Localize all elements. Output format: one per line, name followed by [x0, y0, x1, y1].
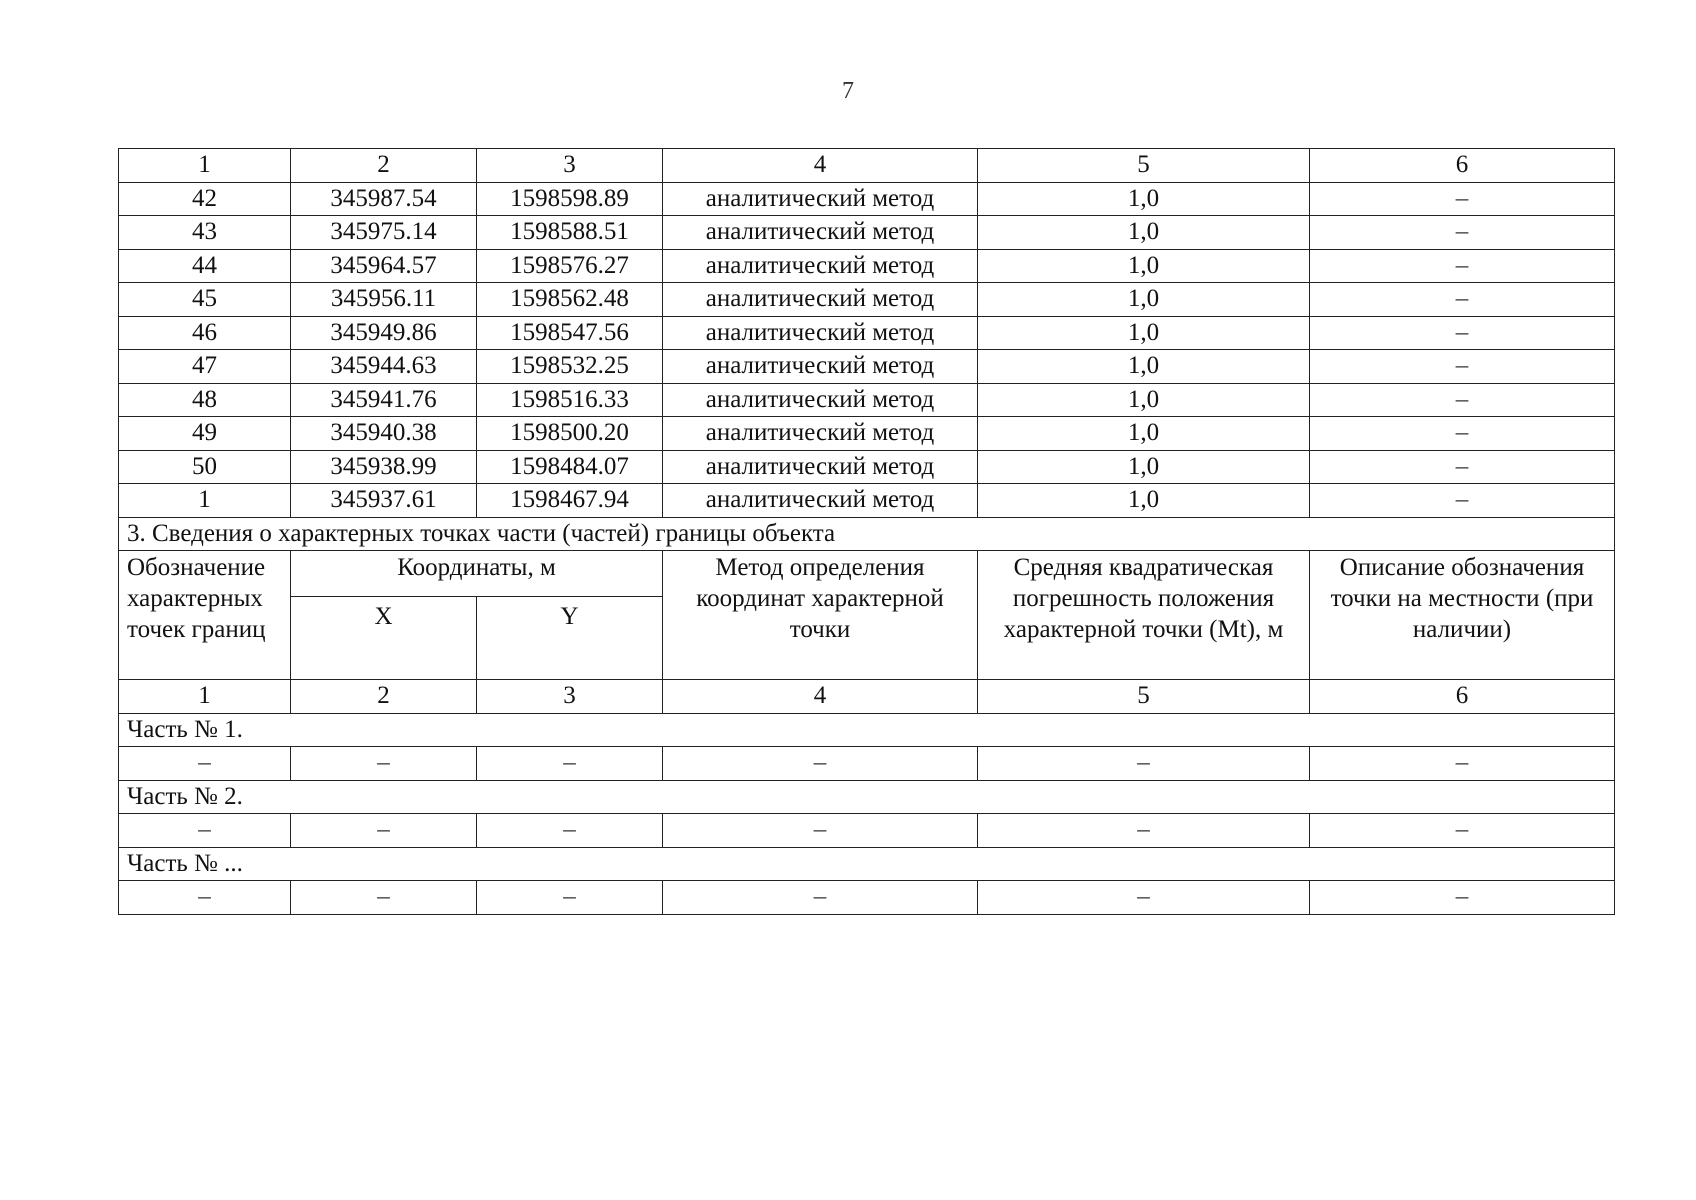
column-number: 6 — [1310, 149, 1615, 183]
table-cell: 345987.54 — [291, 182, 477, 216]
header-method: Метод определения координат характерной точки — [663, 551, 978, 680]
table-cell: – — [1310, 182, 1615, 216]
header-coordinates: Координаты, м — [291, 551, 663, 597]
table-row — [119, 350, 1615, 384]
table-cell: аналитический метод — [663, 283, 978, 317]
table-cell: – — [1310, 249, 1615, 283]
column-number: 2 — [291, 149, 477, 183]
table-cell: аналитический метод — [663, 182, 978, 216]
column-numbers-row — [119, 680, 1615, 714]
table-cell: 43 — [119, 216, 291, 250]
header-description: Описание обозначения точки на местности (при наличии) — [1310, 551, 1615, 680]
table-row — [119, 249, 1615, 283]
table-cell: 1598500.20 — [477, 417, 663, 451]
table-row — [119, 182, 1615, 216]
column-number: 1 — [119, 680, 291, 714]
table-cell: 345940.38 — [291, 417, 477, 451]
table-row — [119, 316, 1615, 350]
table-cell: 49 — [119, 417, 291, 451]
table-cell: 1598598.89 — [477, 182, 663, 216]
table-cell: – — [1310, 747, 1615, 781]
table-cell: 345938.99 — [291, 450, 477, 484]
table-cell: – — [291, 881, 477, 915]
table-cell: 1,0 — [978, 283, 1310, 317]
part-label: Часть № ... — [119, 847, 1615, 881]
table-row — [119, 417, 1615, 451]
table-cell: аналитический метод — [663, 417, 978, 451]
table-cell: – — [1310, 350, 1615, 384]
table-cell: – — [663, 814, 978, 848]
table-cell: 1598467.94 — [477, 484, 663, 518]
table-cell: 1,0 — [978, 350, 1310, 384]
header-error: Средняя квадратическая погрешность положения характерной точки (Mt), м — [978, 551, 1310, 680]
table-cell: аналитический метод — [663, 216, 978, 250]
table-row — [119, 881, 1615, 915]
table-cell: аналитический метод — [663, 350, 978, 384]
table-cell: – — [663, 747, 978, 781]
header-y: Y — [477, 597, 663, 680]
table-cell: – — [1310, 316, 1615, 350]
table-cell: – — [291, 747, 477, 781]
table-cell: 48 — [119, 383, 291, 417]
table-cell: 345941.76 — [291, 383, 477, 417]
table-cell: – — [978, 747, 1310, 781]
table-cell: 345956.11 — [291, 283, 477, 317]
table-cell: 345975.14 — [291, 216, 477, 250]
table-cell: 1,0 — [978, 417, 1310, 451]
section-title-row — [119, 517, 1615, 551]
table-cell: 1598562.48 — [477, 283, 663, 317]
table-row — [119, 747, 1615, 781]
part-label: Часть № 1. — [119, 713, 1615, 747]
table-cell: 50 — [119, 450, 291, 484]
column-number: 5 — [978, 680, 1310, 714]
column-number: 4 — [663, 680, 978, 714]
table-row — [119, 484, 1615, 518]
table-cell: аналитический метод — [663, 249, 978, 283]
column-number: 2 — [291, 680, 477, 714]
column-number: 3 — [477, 680, 663, 714]
table-cell: – — [1310, 881, 1615, 915]
table-cell: – — [477, 747, 663, 781]
table-cell: 1598516.33 — [477, 383, 663, 417]
header-point-designation: Обозначение характерных точек границ — [119, 551, 291, 680]
table-cell: – — [1310, 216, 1615, 250]
table-cell: – — [477, 881, 663, 915]
table-body — [119, 149, 1615, 915]
table-cell: 1598532.25 — [477, 350, 663, 384]
table-cell: – — [978, 881, 1310, 915]
table-cell: аналитический метод — [663, 316, 978, 350]
part-label-row — [119, 713, 1615, 747]
table-cell: 1,0 — [978, 182, 1310, 216]
table-row — [119, 383, 1615, 417]
table-cell: 45 — [119, 283, 291, 317]
table-cell: 1,0 — [978, 249, 1310, 283]
table-cell: 1,0 — [978, 484, 1310, 518]
table-cell: – — [663, 881, 978, 915]
table-cell: 42 — [119, 182, 291, 216]
table-cell: аналитический метод — [663, 484, 978, 518]
part-label: Часть № 2. — [119, 780, 1615, 814]
table-cell: 1598484.07 — [477, 450, 663, 484]
table-cell: – — [1310, 450, 1615, 484]
table-cell: аналитический метод — [663, 450, 978, 484]
table-cell: 1,0 — [978, 216, 1310, 250]
table-cell: 1 — [119, 484, 291, 518]
table-cell: – — [119, 881, 291, 915]
page-number: 7 — [842, 78, 854, 104]
part-label-row — [119, 780, 1615, 814]
boundary-points-table — [118, 148, 1615, 915]
section-title: 3. Сведения о характерных точках части (частей) границы объекта — [119, 517, 1615, 551]
table-cell: 345949.86 — [291, 316, 477, 350]
table-cell: – — [978, 814, 1310, 848]
column-numbers-row — [119, 149, 1615, 183]
table-cell: – — [119, 814, 291, 848]
table-cell: 1,0 — [978, 383, 1310, 417]
table-cell: – — [1310, 283, 1615, 317]
table-cell: – — [1310, 417, 1615, 451]
part-label-row — [119, 847, 1615, 881]
table-cell: – — [1310, 383, 1615, 417]
table-cell: 46 — [119, 316, 291, 350]
table-cell: – — [291, 814, 477, 848]
table-cell: 345944.63 — [291, 350, 477, 384]
table-row — [119, 216, 1615, 250]
table-cell: 1598576.27 — [477, 249, 663, 283]
column-number: 3 — [477, 149, 663, 183]
table-cell: аналитический метод — [663, 383, 978, 417]
table-cell: 44 — [119, 249, 291, 283]
table-cell: – — [119, 747, 291, 781]
column-number: 4 — [663, 149, 978, 183]
column-number: 6 — [1310, 680, 1615, 714]
table-cell: – — [1310, 814, 1615, 848]
table-cell: 1598588.51 — [477, 216, 663, 250]
table-row — [119, 814, 1615, 848]
header-x: X — [291, 597, 477, 680]
table-cell: – — [477, 814, 663, 848]
column-number: 1 — [119, 149, 291, 183]
table-cell: 1,0 — [978, 450, 1310, 484]
header-row — [119, 551, 1615, 597]
column-number: 5 — [978, 149, 1310, 183]
table-cell: 1598547.56 — [477, 316, 663, 350]
table-cell: 345964.57 — [291, 249, 477, 283]
table-row — [119, 283, 1615, 317]
table-cell: 345937.61 — [291, 484, 477, 518]
table-cell: 47 — [119, 350, 291, 384]
table-cell: – — [1310, 484, 1615, 518]
table-cell: 1,0 — [978, 316, 1310, 350]
table-row — [119, 450, 1615, 484]
